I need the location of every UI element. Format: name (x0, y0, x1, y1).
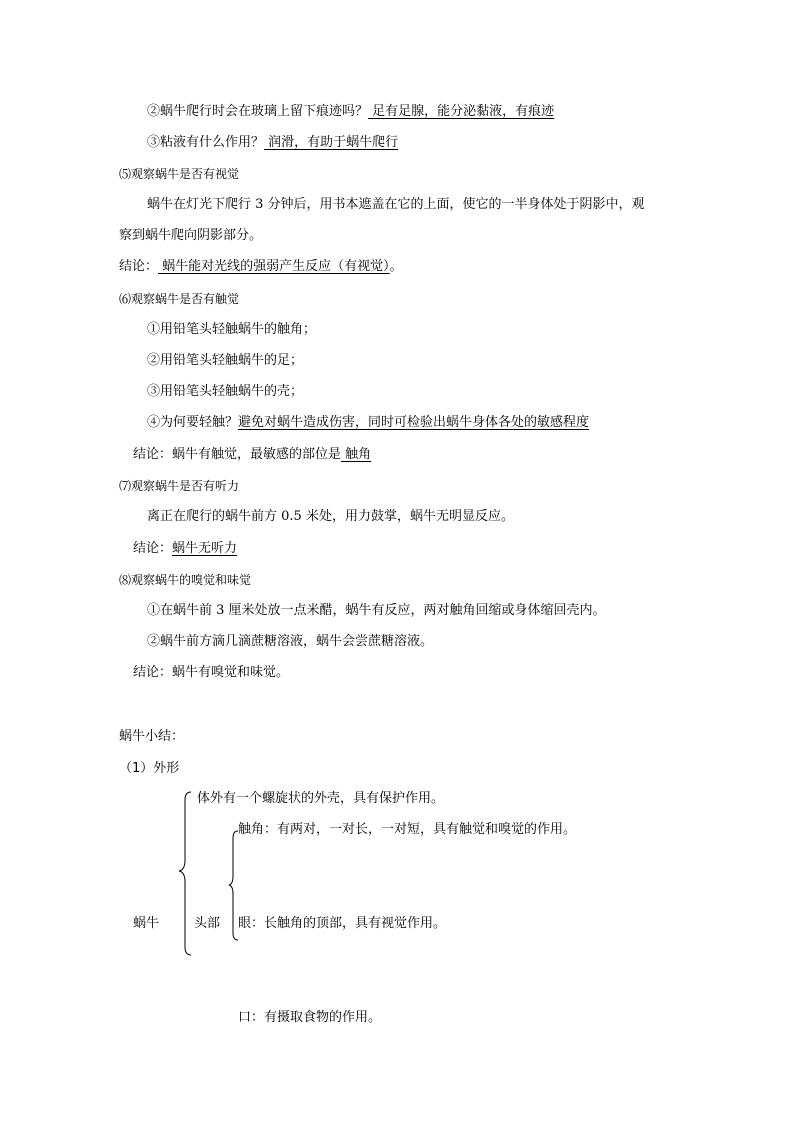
touch-step-4-question: ④为何要轻触？ (147, 415, 239, 430)
section-heading-touch: ⑹观察蜗牛是否有触觉 (119, 292, 240, 306)
section-heading-vision: ⑸观察蜗牛是否有视觉 (119, 167, 240, 181)
vision-conclusion-period: 。 (389, 259, 403, 274)
head-label: 头部 (194, 916, 221, 931)
hearing-conclusion-label: 结论： (133, 541, 173, 556)
conclusion-label: 结论： (119, 259, 159, 274)
answer-mucus: 润滑，有助于蜗牛爬行 (264, 135, 399, 150)
smell-conclusion: 结论：蜗牛有嗅觉和味觉。 (133, 665, 290, 680)
vision-conclusion-answer: 蜗牛能对光线的强弱产生反应（有视觉） (158, 259, 390, 274)
smell-step-2: ②蜗牛前方滴几滴蔗糖溶液，蜗牛会尝蔗糖溶液。 (147, 634, 434, 649)
summary-subheading-shape: （1）外形 (119, 761, 180, 776)
section-heading-smell-taste: ⑻观察蜗牛的嗅觉和味觉 (119, 573, 252, 587)
hearing-paragraph: 离正在爬行的蜗牛前方 0.5 米处，用力鼓掌，蜗牛无明显反应。 (147, 509, 514, 524)
mouth-description: 口：有摄取食物的作用。 (238, 1010, 382, 1025)
touch-conclusion-answer: 触角 (341, 447, 372, 462)
touch-step-2: ②用铅笔头轻触蜗牛的足； (147, 353, 304, 368)
vision-paragraph-line2: 察到蜗牛爬向阴影部分。 (119, 228, 263, 243)
eye-description: 眼：长触角的顶部，具有视觉作用。 (238, 916, 447, 931)
question-mucus-text: ③粘液有什么作用？ (147, 135, 265, 150)
answer-trace: 足有足腺，能分泌黏液，有痕迹 (368, 104, 555, 119)
snail-label: 蜗牛 (133, 916, 160, 931)
tentacle-description: 触角：有两对，一对长，一对短，具有触觉和嗅觉的作用。 (238, 822, 577, 837)
question-trace-text: ②蜗牛爬行时会在玻璃上留下痕迹吗？ (147, 104, 369, 119)
vision-paragraph-line1: 蜗牛在灯光下爬行 3 分钟后，用书本遮盖在它的上面，使它的一半身体处于阴影中，观 (147, 197, 645, 212)
section-heading-hearing: ⑺观察蜗牛是否有听力 (119, 479, 240, 493)
touch-step-4-answer: 避免对蜗牛造成伤害，同时可检验出蜗牛身体各处的敏感程度 (238, 415, 590, 430)
touch-conclusion-text: 结论：蜗牛有触觉，最敏感的部位是 (133, 447, 342, 462)
shell-description: 体外有一个螺旋状的外壳，具有保护作用。 (197, 791, 445, 806)
summary-title: 蜗牛小结： (119, 729, 185, 744)
outer-brace (179, 792, 191, 955)
touch-step-3: ③用铅笔头轻触蜗牛的壳； (147, 384, 304, 399)
hearing-conclusion-answer: 蜗牛无听力 (172, 541, 238, 556)
inner-brace (229, 831, 238, 940)
smell-step-1: ①在蜗牛前 3 厘米处放一点米醋，蜗牛有反应，两对触角回缩或身体缩回壳内。 (147, 603, 606, 618)
touch-step-1: ①用铅笔头轻触蜗牛的触角； (147, 322, 317, 337)
